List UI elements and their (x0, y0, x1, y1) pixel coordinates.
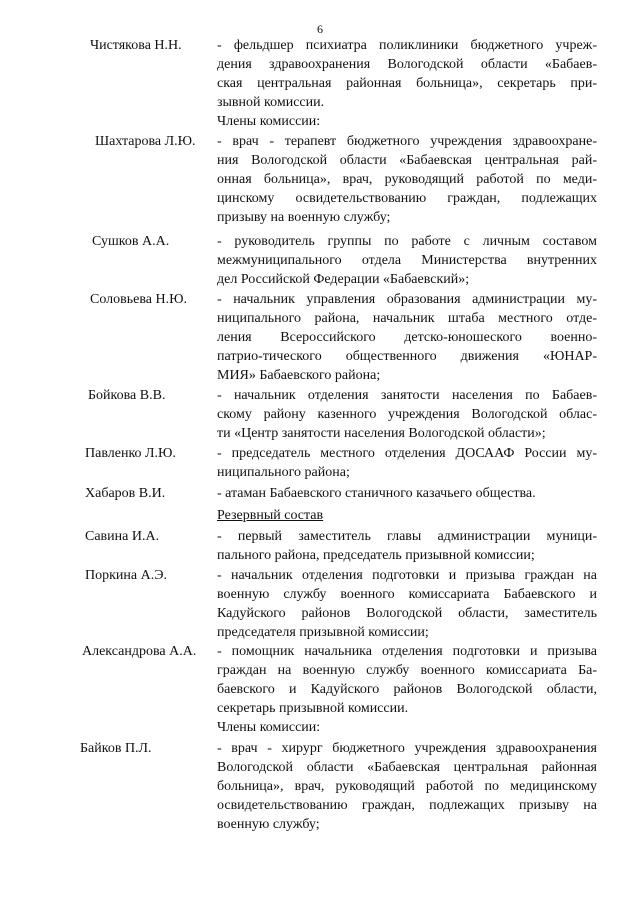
member-name: Бойкова В.В. (88, 388, 166, 403)
member-description (217, 290, 597, 385)
description-line: ская центральная районная больница», секретарь при- (217, 76, 597, 91)
member-name: Байков П.Л. (80, 741, 152, 756)
description-line: патрио-тического общественного движения «ЮНАР- (217, 349, 597, 364)
description-line: ления Всероссийского детско-юношеского военно- (217, 330, 597, 345)
member-name: Поркина А.Э. (85, 568, 167, 583)
description-line: - начальник управления образования администрации му- (217, 292, 597, 307)
description-line: баевского и Кадуйского районов Вологодской области, (217, 682, 597, 697)
description-line: скому району казенного учреждения Вологодской облас- (217, 407, 597, 422)
member-name: Соловьева Н.Ю. (90, 292, 187, 307)
description-line: секретарь призывной комиссии. (217, 701, 409, 716)
member-description (217, 386, 597, 443)
description-line: зывной комиссии. (217, 95, 325, 110)
description-line: ти «Центр занятости населения Вологодской области»; (217, 426, 546, 441)
description-line: - председатель местного отделения ДОСААФ России му- (217, 446, 597, 461)
description-line: межмуниципального отдела Министерства внутренних (217, 253, 597, 268)
description-line: - помощник начальника отделения подготовки и призыва (217, 644, 597, 659)
member-name: Савина И.А. (85, 529, 160, 544)
description-line: освидетельствованию граждан, подлежащих призыву на (217, 798, 597, 813)
description-line: дел Российской Федерации «Бабаевский»; (217, 272, 470, 287)
description-line: Кадуйского районов Вологодской области, заместитель (217, 606, 597, 621)
description-line: ния Вологодской области «Бабаевская центральная рай- (217, 153, 597, 168)
member-name: Сушков А.А. (92, 234, 170, 249)
description-line: граждан на военную службу военного комиссариата Ба- (217, 663, 597, 678)
description-line: - начальник отделения занятости населения по Бабаев- (217, 388, 597, 403)
description-line: больница», врач, руководящий работой по медицинскому (217, 779, 597, 794)
description-line: ниципального района; (217, 465, 350, 480)
description-line: пального района, председатель призывной комиссии; (217, 548, 535, 563)
description-line: МИЯ» Бабаевского района; (217, 368, 381, 383)
description-line: председателя призывной комиссии; (217, 625, 429, 640)
reserve-heading: Резервный состав (217, 508, 324, 523)
member-name: Шахтарова Л.Ю. (95, 134, 196, 149)
description-line: цинскому освидетельствованию граждан, подлежащих (217, 191, 597, 206)
member-name: Чистякова Н.Н. (90, 38, 182, 53)
description-line: - фельдшер психиатра поликлиники бюджетного учреж- (217, 38, 597, 53)
member-description (217, 566, 597, 642)
member-description (217, 484, 597, 503)
description-line: ниципального района, начальник штаба местного отде- (217, 311, 597, 326)
description-line: - врач - хирург бюджетного учреждения здравоохранения (217, 741, 597, 756)
description-line: дения здравоохранения Вологодской области «Бабаев- (217, 57, 597, 72)
description-line: призыву на военную службу; (217, 210, 391, 225)
description-line: Вологодской области «Бабаевская центральная районная (217, 760, 597, 775)
members-heading: Члены комиссии: (217, 720, 321, 735)
member-description (217, 36, 597, 112)
description-line: - атаман Бабаевского станичного казачьего общества. (217, 486, 536, 501)
description-line: военную службу военного комиссариата Бабаевского и (217, 587, 597, 602)
member-description (217, 527, 597, 565)
description-line: - врач - терапевт бюджетного учреждения здравоохране- (217, 134, 597, 149)
page-number: 6 (317, 22, 323, 36)
member-description (217, 232, 597, 289)
member-description (217, 642, 597, 718)
description-line: - первый заместитель главы администрации муници- (217, 529, 597, 544)
members-heading: Члены комиссии: (217, 114, 321, 129)
member-description (217, 444, 597, 482)
description-line: - начальник отделения подготовки и призыва граждан на (217, 568, 597, 583)
member-description (217, 739, 597, 834)
description-line: онная больница», врач, руководящий работой по меди- (217, 172, 597, 187)
member-name: Хабаров В.И. (85, 486, 166, 501)
member-name: Александрова А.А. (82, 644, 197, 659)
member-description (217, 132, 597, 227)
description-line: - руководитель группы по работе с личным составом (217, 234, 597, 249)
description-line: военную службу; (217, 817, 320, 832)
member-name: Павленко Л.Ю. (85, 446, 176, 461)
